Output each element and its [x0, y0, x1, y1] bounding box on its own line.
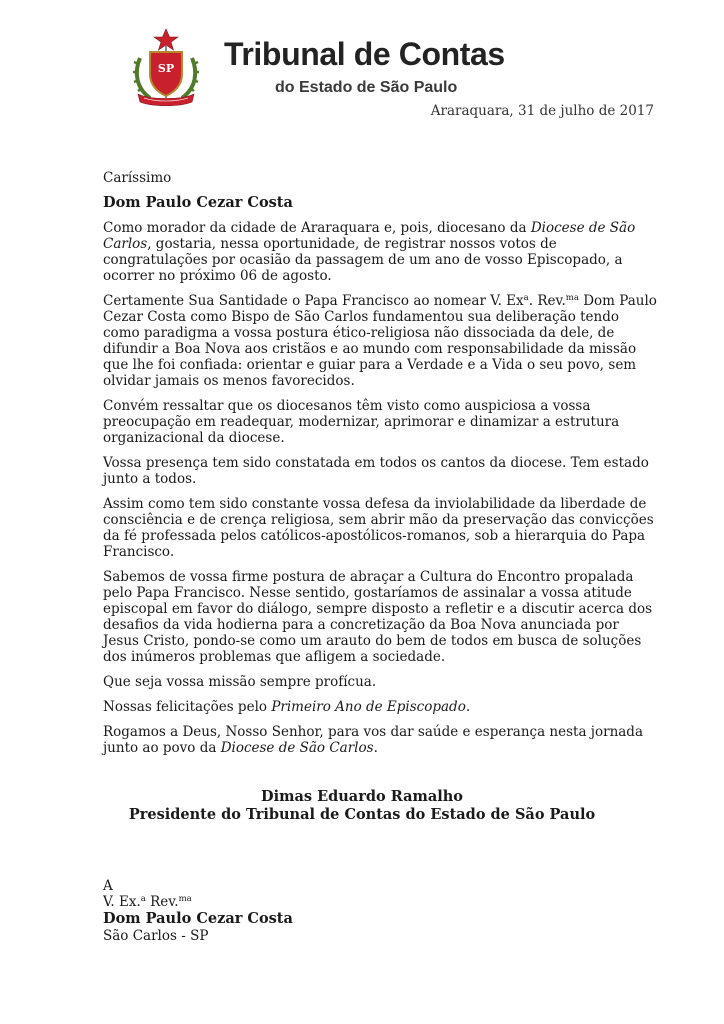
- letter-date: Araraquara, 31 de julho de 2017: [430, 103, 654, 119]
- organization-name: Tribunal de Contas: [224, 36, 505, 72]
- recipient-honorific: V. Ex.$^a$ Rev.$^{ma}$: [103, 894, 192, 910]
- paragraph-5: Assim como tem sido constante vossa defesa da inviolabilidade da liberdade de consciência e de crença religiosa, sem abrir mão da preservação das convicções da fé professada pelos católicos-apostólicos-romanos, sob a hierarquia do Papa Francisco.: [103, 496, 654, 560]
- paragraph-4: Vossa presença tem sido constatada em todos os cantos da diocese. Tem estado junto a todos.: [103, 455, 649, 487]
- paragraph-9: Rogamos a Deus, Nosso Senhor, para vos dar saúde e esperança nesta jornada junto ao povo da Diocese de São Carlos.: [103, 724, 643, 756]
- signatory-name: Dimas Eduardo Ramalho: [261, 788, 463, 805]
- recipient-name: Dom Paulo Cezar Costa: [103, 910, 293, 927]
- paragraph-8: Nossas felicitações pelo Primeiro Ano de Episcopado.: [103, 699, 471, 715]
- addressee-name: Dom Paulo Cezar Costa: [103, 194, 293, 211]
- recipient-location: São Carlos - SP: [103, 928, 209, 944]
- organization-subtitle: do Estado de São Paulo: [275, 79, 458, 96]
- letter-body: [103, 170, 658, 765]
- paragraph-6: Sabemos de vossa firme postura de abraçar a Cultura do Encontro propalada pelo Papa Francisco. Nesse sentido, gostaríamos de assinalar a vossa atitude episcopal em favor do diálogo, sempre disposto a refletir e a discutir acerca dos desafios da vida hodierna para a concretização da Boa Nova anunciada por Jesus Cristo, pondo-se como um arauto do bem de todos em busca de soluções dos inúmeros problemas que afligem a sociedade.: [103, 569, 653, 665]
- salutation: Caríssimo: [103, 170, 172, 186]
- paragraph-7: Que seja vossa missão sempre profícua.: [103, 674, 377, 690]
- paragraph-2: Certamente Sua Santidade o Papa Francisco ao nomear V. Ex$^a$. Rev.$^{ma}$ Dom Paulo Cezar Costa como Bispo de São Carlos fundamentou sua deliberação tendo como paradigma a vossa postura ético-religiosa não dissociada da dele, de difundir a Boa Nova aos cristãos e ao mundo com responsabilidade da missão que lhe foi confiada: orientar e guiar para a Verdade e a Vida o seu povo, sem olvidar jamais os menos favorecidos.: [103, 293, 657, 389]
- signatory-title: Presidente do Tribunal de Contas do Estado de São Paulo: [128, 806, 596, 823]
- recipient-prefix: A: [103, 878, 113, 894]
- svg-text:SP: SP: [157, 62, 175, 75]
- paragraph-3: Convém ressaltar que os diocesanos têm visto como auspiciosa a vossa preocupação em readequar, modernizar, aprimorar e dinamizar a estrutura organizacional da diocese.: [103, 398, 620, 446]
- recipient-block: [103, 878, 293, 944]
- paragraph-1: Como morador da cidade de Araraquara e, pois, diocesano da Diocese de São Carlos, gostaria, nessa oportunidade, de registrar nossos votos de congratulações por ocasião da passagem de um ano de vosso Episcopado, a ocorrer no próximo 06 de agosto.: [103, 220, 636, 284]
- state-coat-of-arms-icon: [130, 28, 202, 108]
